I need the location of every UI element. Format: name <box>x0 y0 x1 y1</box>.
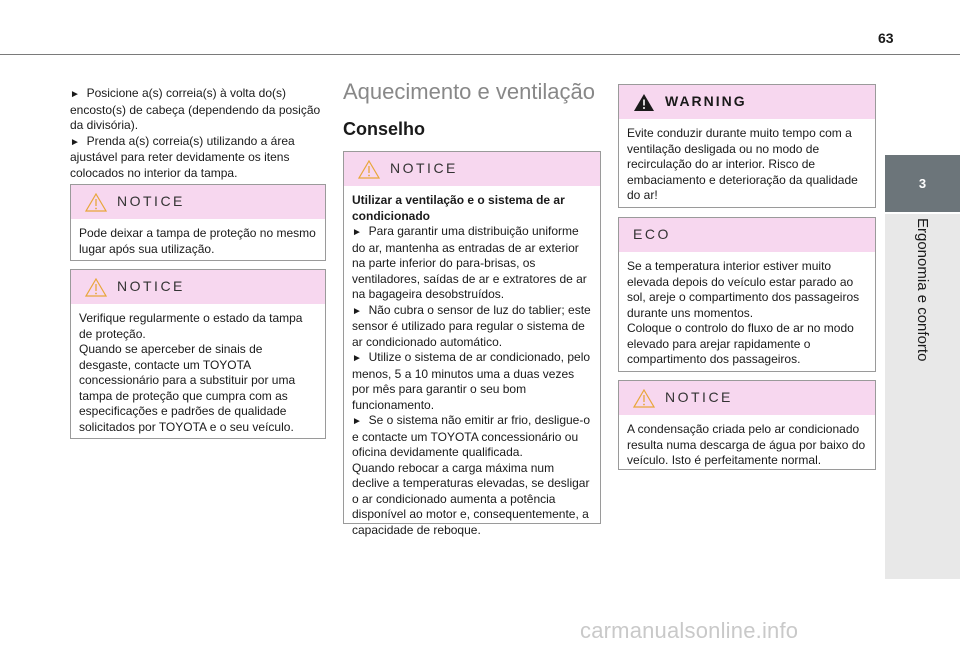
page-number: 63 <box>878 30 894 46</box>
instruction-paragraph <box>70 86 326 181</box>
notice-title: Utilizar a ventilação e o sistema de ar condicionado <box>352 193 565 223</box>
notice-item: ► Não cubra o sensor de luz do tablier; este sensor é utilizado para regular o sistema de ar condicionado automático. <box>352 302 591 349</box>
notice-box-ventilation <box>343 151 601 537</box>
notice-body: Pode deixar a tampa de proteção no mesmo lugar após sua utilização. <box>79 226 316 256</box>
bullet-arrow-icon: ► <box>352 353 362 364</box>
warning-box-ventilation <box>618 84 876 208</box>
notice-body <box>344 186 600 546</box>
notice-item: ► Se o sistema não emitir ar frio, desligue-o e contacte um TOYOTA concessionário ou oficina devidamente qualificada. <box>352 413 591 459</box>
notice-triangle-icon <box>85 193 107 212</box>
notice-body: Verifique regularmente o estado da tampa de proteção. Quando se aperceber de sinais de desgaste, contacte um TOYOTA concessionário para a substituir por uma tampa de proteção que cumpra com as especificações e padrões de qualidade solicitados por TOYOTA e o seu veículo. <box>79 311 303 434</box>
eco-header <box>619 218 875 252</box>
warning-header <box>619 85 875 119</box>
notice-label: NOTICE <box>390 160 458 177</box>
bullet-arrow-icon: ► <box>70 89 80 100</box>
notice-box-condensation <box>618 380 876 470</box>
section-subheading: Conselho <box>343 119 426 139</box>
notice-item: ► Para garantir uma distribuição uniforme do ar, mantenha as entradas de ar exterior na parte inferior do para-brisas, os ventiladores, saídas de ar e extratores de ar na bagageira desobstruídos. <box>352 224 587 301</box>
eco-body: Se a temperatura interior estiver muito elevada depois do veículo estar parado ao sol, areje o compartimento dos passageiros durante uns momentos. Coloque o controlo do fluxo de ar no modo elevado para arejar rapidamente o compartimento dos passageiros. <box>627 259 860 366</box>
eco-label: ECO <box>633 226 671 243</box>
instruction-item: ► Posicione a(s) correia(s) à volta do(s) encosto(s) de cabeça (dependendo da posição da divisória). <box>70 86 321 132</box>
notice-header <box>71 270 325 304</box>
notice-label: NOTICE <box>117 278 185 295</box>
notice-triangle-icon <box>85 278 107 297</box>
notice-header <box>344 152 600 186</box>
watermark: carmanualsonline.info <box>580 618 799 643</box>
section-heading: Aquecimento e ventilação <box>343 79 595 104</box>
chapter-title-vertical <box>885 214 960 579</box>
notice-body: A condensação criada pelo ar condicionado resulta numa descarga de água por baixo do veículo. Isto é perfeitamente normal. <box>627 422 866 467</box>
bullet-arrow-icon: ► <box>352 416 362 427</box>
notice-triangle-icon <box>633 389 655 408</box>
header-rule <box>0 54 960 55</box>
notice-item: ► Utilize o sistema de ar condicionado, pelo menos, 5 a 10 minutos uma a duas vezes por mês para garantir o seu bom funcionamento. <box>352 350 591 412</box>
notice-box-cover-check <box>70 269 326 439</box>
warning-triangle-icon <box>633 93 655 112</box>
notice-label: NOTICE <box>665 389 733 406</box>
eco-box <box>618 217 876 372</box>
bullet-arrow-icon: ► <box>352 305 362 317</box>
notice-triangle-icon <box>358 160 380 179</box>
bullet-arrow-icon: ► <box>70 136 80 148</box>
chapter-tab[interactable]: 3 <box>885 155 960 212</box>
chapter-title-text: Ergonomia e conforto <box>914 218 931 362</box>
notice-header <box>71 185 325 219</box>
warning-label: WARNING <box>665 93 747 110</box>
notice-label: NOTICE <box>117 193 185 210</box>
notice-header <box>619 381 875 415</box>
warning-body: Evite conduzir durante muito tempo com a ventilação desligada ou no modo de recirculação do ar interior. Risco de embaciamento e deterioração da qualidade do ar! <box>627 126 858 202</box>
instruction-item: ► Prenda a(s) correia(s) utilizando a área ajustável para reter devidamente os itens colocados no interior da tampa. <box>70 133 295 180</box>
bullet-arrow-icon: ► <box>352 227 362 238</box>
notice-closing: Quando rebocar a carga máxima num declive a temperaturas elevadas, se desligar o ar condicionado aumenta a potência disponível ao motor e, consequentemente, a capacidade de reboque. <box>352 460 590 537</box>
notice-box-cover-storage <box>70 184 326 261</box>
